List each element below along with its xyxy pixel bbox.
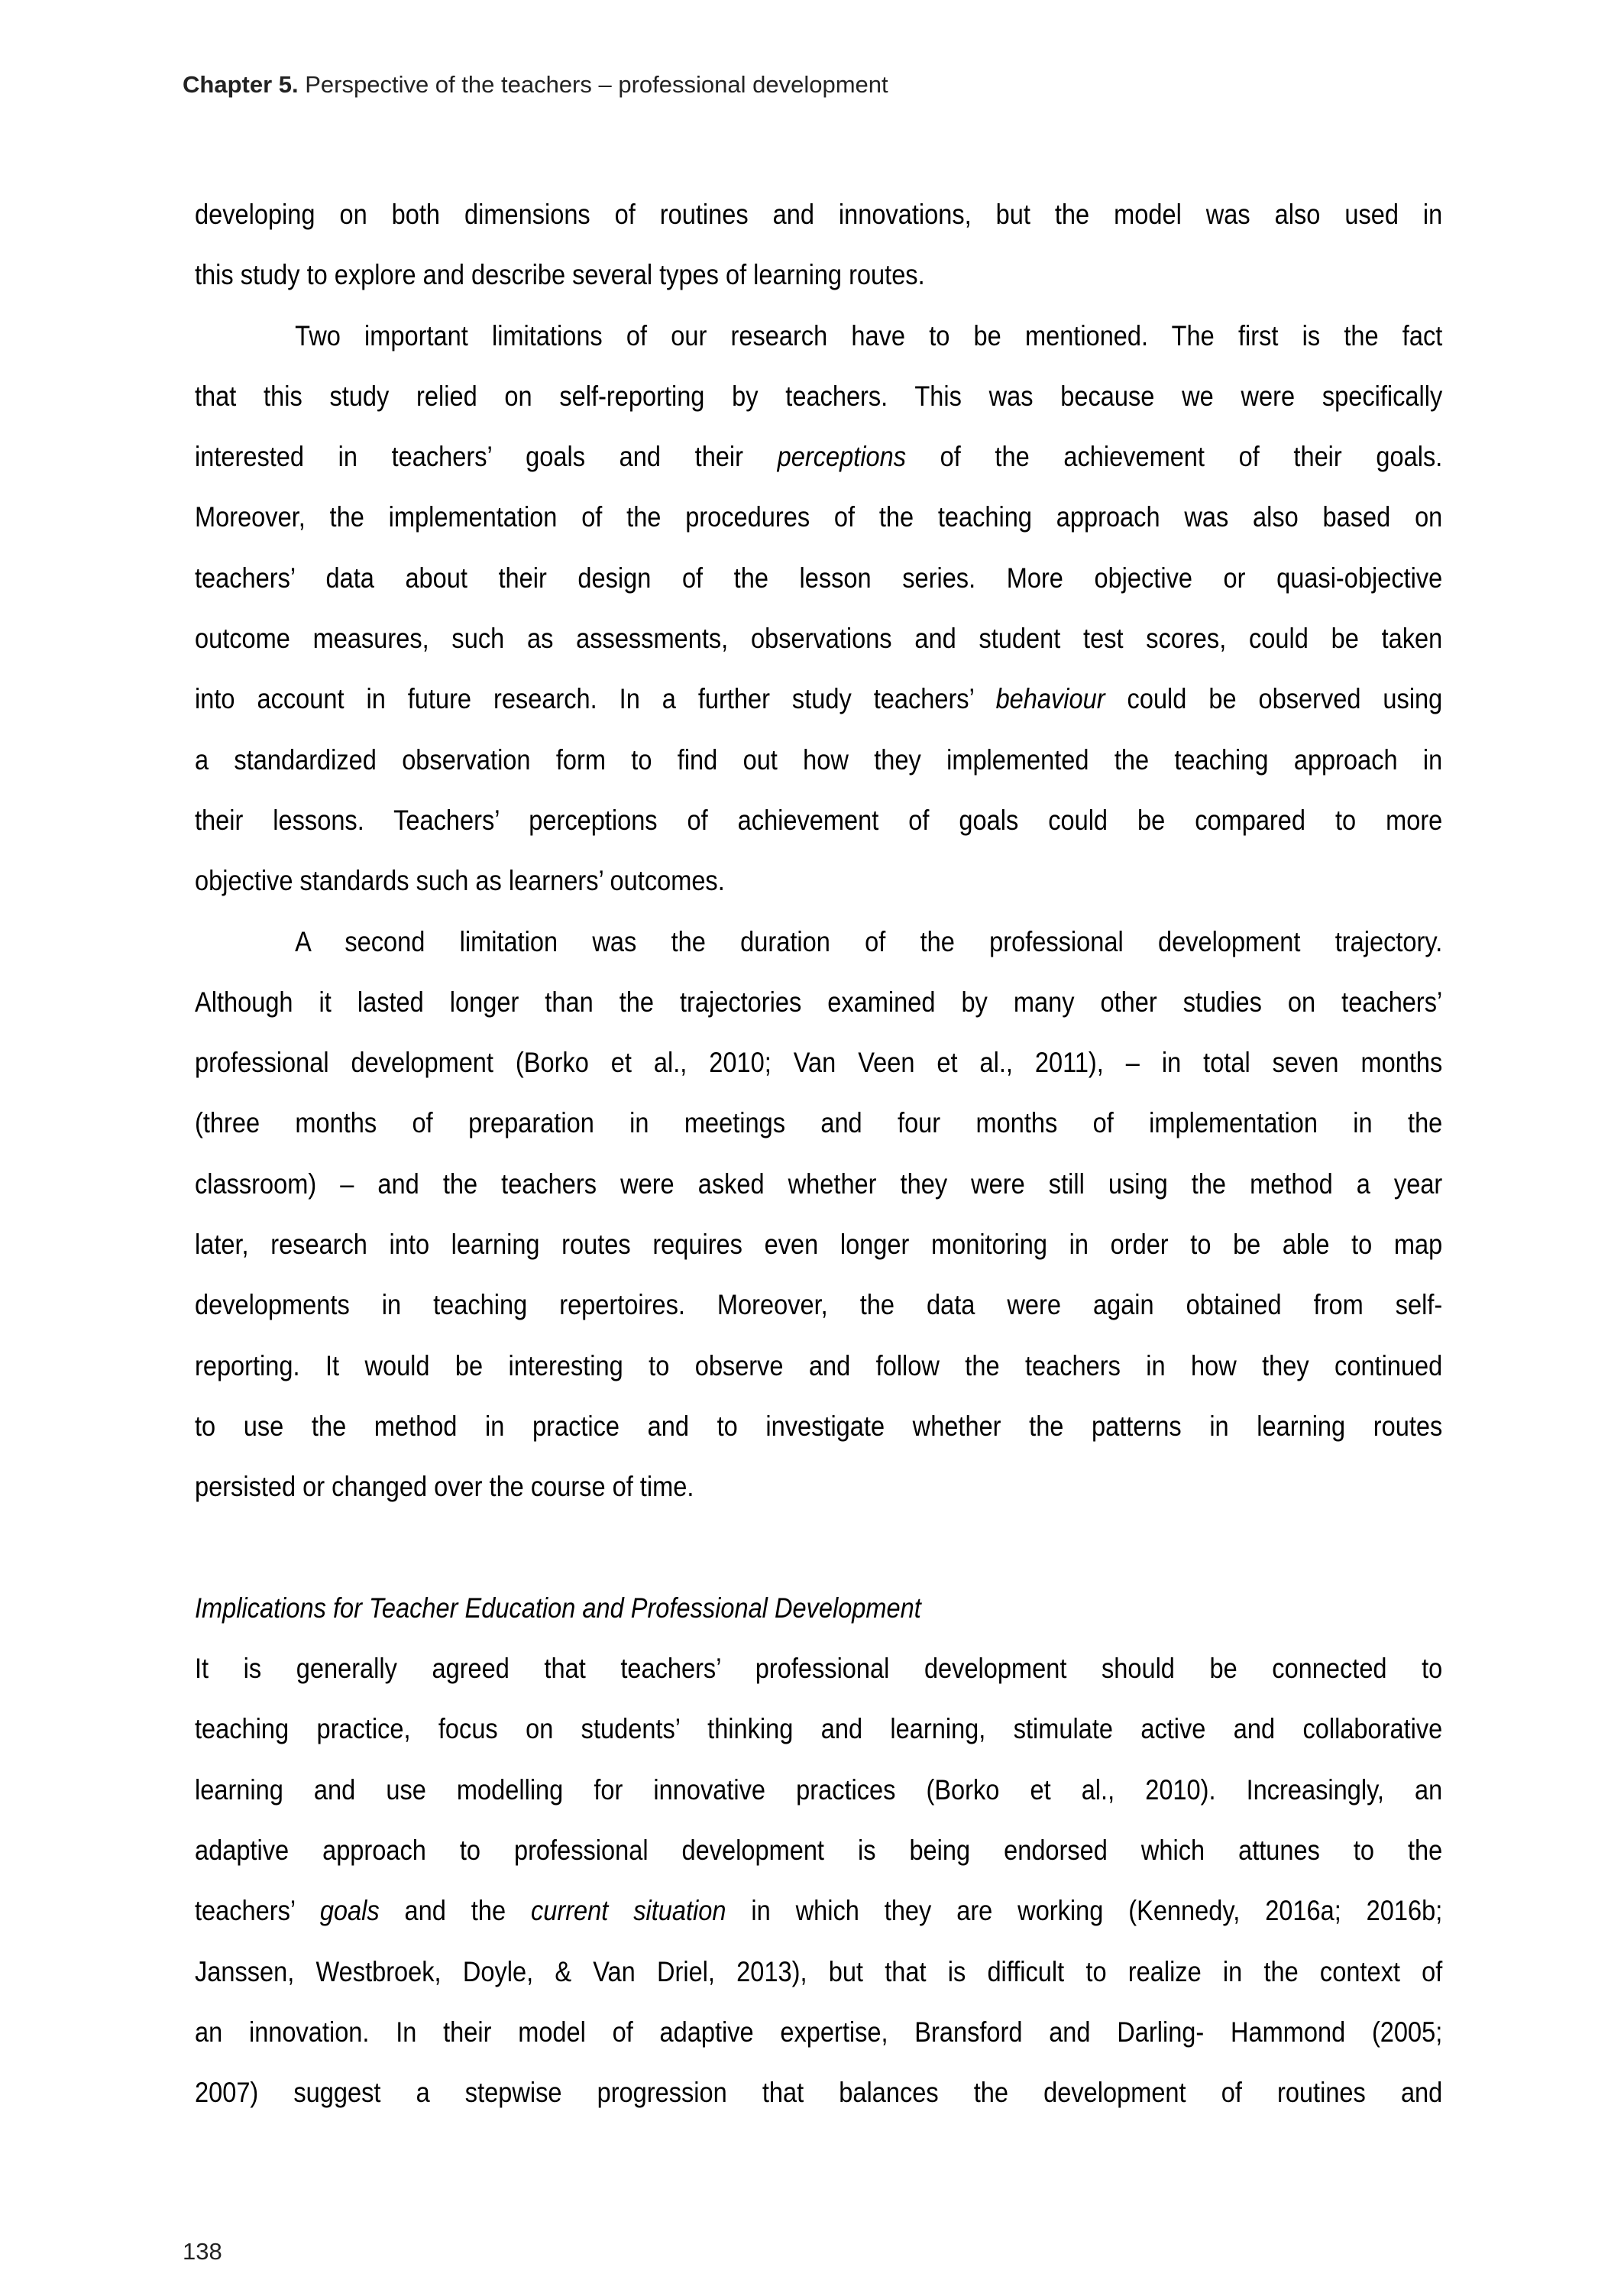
text-segment: developments in teaching repertoires. Moreover, the data were again obtained from self- bbox=[195, 1289, 1443, 1321]
text-segment: and the bbox=[379, 1895, 531, 1927]
text-line bbox=[195, 850, 1442, 911]
text-segment: reporting. It would be interesting to observe and follow the teachers in how they continued bbox=[195, 1349, 1443, 1381]
text-line bbox=[195, 1760, 1442, 1820]
italic-text: behaviour bbox=[995, 683, 1105, 715]
text-segment: Although it lasted longer than the trajectories examined by many other studies on teachers’ bbox=[195, 986, 1443, 1018]
italic-text: current situation bbox=[530, 1895, 726, 1927]
paragraph bbox=[195, 912, 1442, 1517]
body-text bbox=[195, 184, 1442, 2123]
text-segment: to use the method in practice and to investigate whether the patterns in learning routes bbox=[195, 1410, 1443, 1442]
text-line bbox=[195, 730, 1442, 790]
text-line bbox=[195, 912, 1442, 972]
text-segment: A second limitation was the duration of the professional development trajectory. bbox=[295, 925, 1443, 957]
text-line bbox=[195, 1154, 1442, 1214]
text-segment: outcome measures, such as assessments, observations and student test scores, could be taken bbox=[195, 623, 1443, 655]
paragraph-gap bbox=[195, 1517, 1442, 1578]
paragraph bbox=[195, 306, 1442, 912]
text-segment: in which they are working (Kennedy, 2016a; 2016b; bbox=[726, 1895, 1443, 1927]
text-segment: of the achievement of their goals. bbox=[905, 441, 1443, 473]
text-line bbox=[195, 1820, 1442, 1880]
text-line bbox=[195, 1274, 1442, 1335]
text-segment: an innovation. In their model of adaptive expertise, Bransford and Darling- Hammond (2005; bbox=[195, 2016, 1443, 2048]
text-line bbox=[195, 1396, 1442, 1456]
text-segment: developing on both dimensions of routines and innovations, but the model was also used in bbox=[195, 199, 1443, 230]
text-segment: later, research into learning routes requires even longer monitoring in order to be able to map bbox=[195, 1229, 1443, 1261]
text-line bbox=[195, 426, 1442, 487]
text-segment: this study to explore and describe several types of learning routes. bbox=[195, 259, 925, 291]
text-line bbox=[195, 1699, 1442, 1759]
text-segment: professional development (Borko et al., 2010; Van Veen et al., 2011), – in total seven months bbox=[195, 1047, 1443, 1079]
chapter-title: Perspective of the teachers – professional development bbox=[305, 71, 888, 98]
text-line bbox=[195, 548, 1442, 608]
text-line bbox=[195, 1093, 1442, 1153]
text-segment: that this study relied on self-reporting by teachers. This was because we were specifically bbox=[195, 380, 1443, 412]
text-segment: teaching practice, focus on students’ thinking and learning, stimulate active and collaborative bbox=[195, 1713, 1443, 1745]
text-line bbox=[195, 366, 1442, 426]
text-segment: Janssen, Westbroek, Doyle, & Van Driel, 2013), but that is difficult to realize in the context of bbox=[195, 1955, 1443, 1987]
text-line bbox=[195, 306, 1442, 366]
page-number: 138 bbox=[183, 2238, 222, 2265]
paragraph bbox=[195, 184, 1442, 306]
text-line bbox=[195, 1456, 1442, 1517]
text-segment: (three months of preparation in meetings and four months of implementation in the bbox=[195, 1107, 1443, 1139]
text-segment: adaptive approach to professional development is being endorsed which attunes to the bbox=[195, 1835, 1443, 1867]
text-line bbox=[195, 184, 1442, 245]
italic-text: goals bbox=[319, 1895, 380, 1927]
text-line bbox=[195, 1578, 1442, 1638]
text-line bbox=[195, 608, 1442, 669]
text-line bbox=[195, 1942, 1442, 2002]
text-line bbox=[195, 1638, 1442, 1699]
text-segment: teachers’ data about their design of the lesson series. More objective or quasi-objective bbox=[195, 562, 1443, 594]
text-segment: learning and use modelling for innovative practices (Borko et al., 2010). Increasingly, an bbox=[195, 1773, 1443, 1806]
text-segment: 2007) suggest a stepwise progression that balances the development of routines and bbox=[195, 2077, 1443, 2109]
text-segment: Two important limitations of our research have to be mentioned. The first is the fact bbox=[295, 319, 1443, 351]
text-line bbox=[195, 2062, 1442, 2123]
text-segment: objective standards such as learners’ outcomes. bbox=[195, 865, 725, 897]
text-segment: teachers’ bbox=[195, 1895, 320, 1927]
text-segment: a standardized observation form to find out how they implemented the teaching approach in bbox=[195, 743, 1443, 776]
text-segment: could be observed using bbox=[1105, 683, 1443, 715]
italic-text: Implications for Teacher Education and Professional Development bbox=[195, 1592, 921, 1624]
text-segment: interested in teachers’ goals and their bbox=[195, 441, 778, 473]
text-line bbox=[195, 245, 1442, 305]
paragraph bbox=[195, 1638, 1442, 2123]
text-segment: Moreover, the implementation of the procedures of the teaching approach was also based on bbox=[195, 501, 1443, 533]
running-header bbox=[183, 71, 888, 99]
section-heading bbox=[195, 1578, 1442, 1638]
text-segment: into account in future research. In a further study teachers’ bbox=[195, 683, 996, 715]
text-segment: It is generally agreed that teachers’ professional development should be connected to bbox=[195, 1653, 1443, 1685]
text-line bbox=[195, 1032, 1442, 1093]
text-line bbox=[195, 1880, 1442, 1941]
text-line bbox=[195, 1336, 1442, 1396]
text-line bbox=[195, 487, 1442, 547]
text-line bbox=[195, 669, 1442, 729]
text-segment: classroom) – and the teachers were asked whether they were still using the method a year bbox=[195, 1168, 1443, 1200]
italic-text: perceptions bbox=[777, 441, 906, 473]
text-segment: persisted or changed over the course of time. bbox=[195, 1471, 694, 1503]
text-line bbox=[195, 2002, 1442, 2062]
text-line bbox=[195, 790, 1442, 850]
chapter-label: Chapter 5. bbox=[183, 71, 299, 98]
text-line bbox=[195, 972, 1442, 1032]
text-segment: their lessons. Teachers’ perceptions of achievement of goals could be compared to more bbox=[195, 804, 1443, 836]
text-line bbox=[195, 1214, 1442, 1274]
